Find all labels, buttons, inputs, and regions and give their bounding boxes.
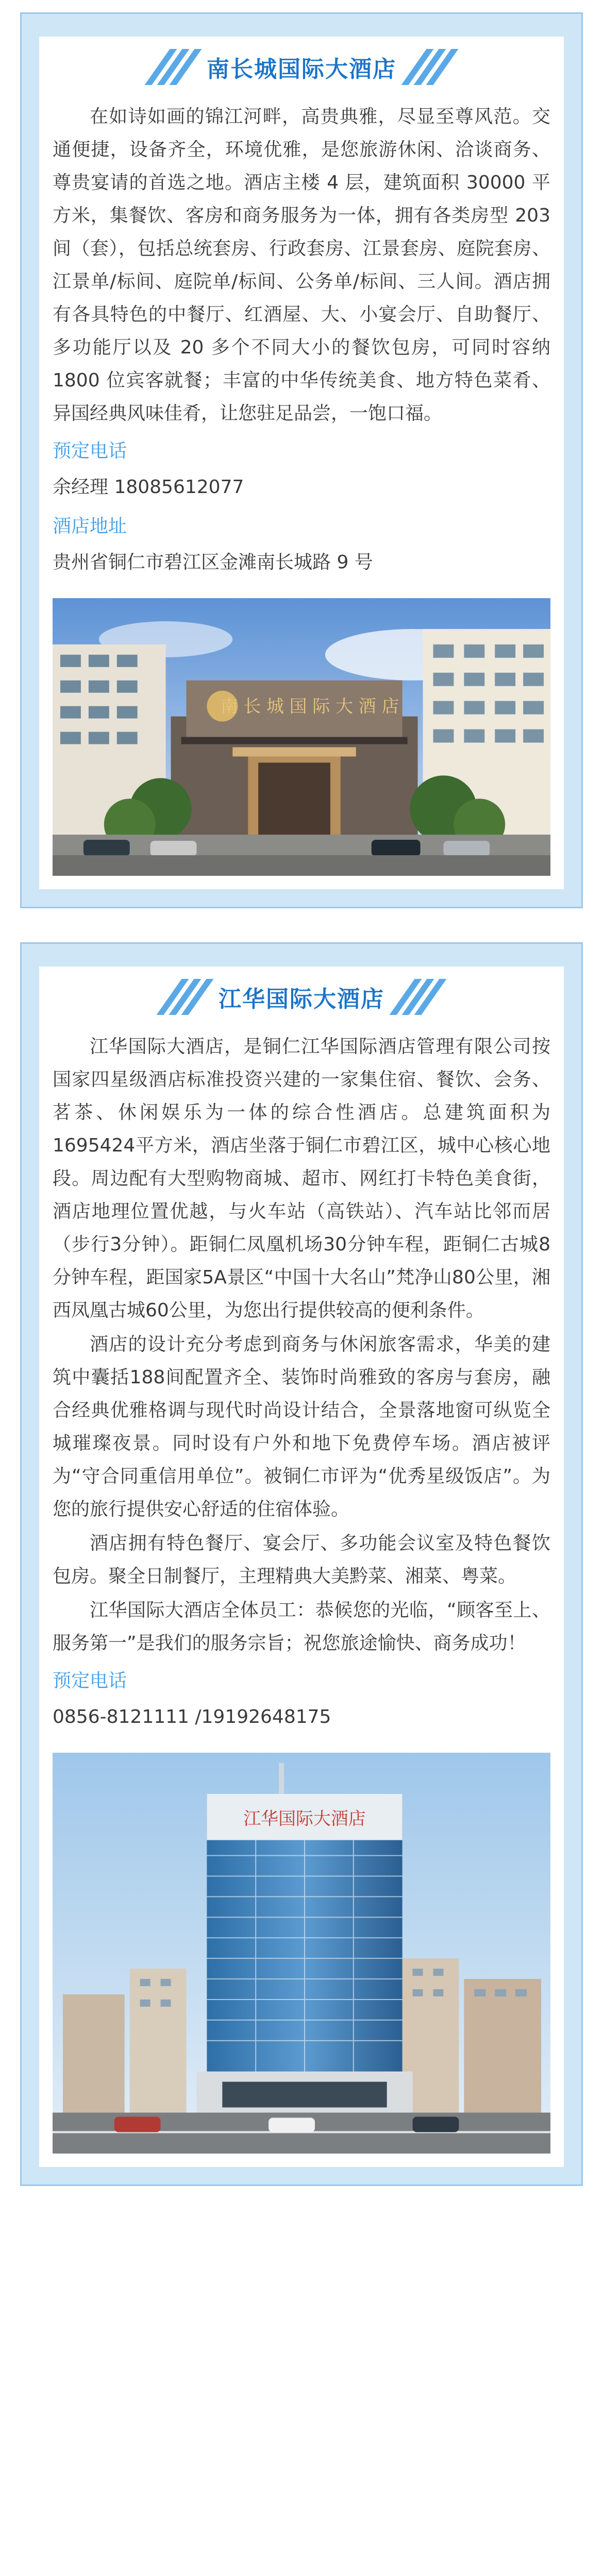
booking-label: 预定电话 [53,440,127,462]
hotel-photo [53,598,550,876]
hotel-photo [53,1753,550,2154]
booking-phone[interactable]: 0856-8121111 /19192648175 [53,1706,331,1727]
booking-phone[interactable]: 余经理 18085612077 [53,477,244,498]
hotel-photo-image [53,1753,550,2154]
hotel-card-jianghua [20,942,583,2186]
card-content [39,37,564,889]
hotel-address: 贵州省铜仁市碧江区金滩南长城路 9 号 [53,552,373,573]
address-label: 酒店地址 [53,516,127,537]
hotel-title: 江华国际大酒店 [219,986,384,1012]
card-header [39,969,564,1025]
booking-label: 预定电话 [53,1670,127,1691]
hotel-sign-text: 南 长 城 国 际 大 酒 店 [220,696,399,717]
tower-sign-text: 江华国际大酒店 [243,1808,366,1829]
hotel-welcome-paragraph: 江华国际大酒店全体员工：恭候您的光临，“顾客至上、服务第一”是我们的服务宗旨；祝您旅途愉快、商务成功！ [53,1599,550,1654]
stripe-decoration-left [169,979,201,1015]
stripe-decoration-right [402,979,434,1015]
hotel-design-paragraph: 酒店的设计充分考虑到商务与休闲旅客需求，华美的建筑中囊括188间配置齐全、装饰时尚雅致的客房与套房，融合经典优雅格调与现代时尚设计结合，全景落地窗可纵览全城璀璨夜景。同时设有户外和地下免费停车场。酒店被评为“守合同重信用单位”。被铜仁市评为“优秀星级饭店”。为您的旅行提供安心舒适的住宿体验。 [53,1333,550,1520]
hotel-card-nanchangcheng [20,12,583,908]
hotel-photo-image [53,598,550,876]
stripe-decoration-left [157,49,189,85]
hotel-intro-paragraph: 江华国际大酒店，是铜仁江华国际酒店管理有限公司按国家四星级酒店标准投资兴建的一家集住宿、餐饮、会务、茗茶、休闲娱乐为一体的综合性酒店。总建筑面积为1695424平方米，酒店坐落于铜仁市碧江区，城中心核心地段。周边配有大型购物商城、超市、网红打卡特色美食街，酒店地理位置优越，与火车站（高铁站）、汽车站比邻而居（步行3分钟）。距铜仁凤凰机场30分钟车程，距铜仁古城8分钟车程，距国家5A景区“中国十大名山”梵净山80公里，湘西凤凰古城60公里，为您出行提供较高的便利条件。 [53,1036,550,1321]
hotel-dining-paragraph: 酒店拥有特色餐厅、宴会厅、多功能会议室及特色餐饮包房。聚全日制餐厅，主理精典大美黔菜、湘菜、粤菜。 [53,1532,550,1587]
hotel-description: 在如诗如画的锦江河畔，高贵典雅，尽显至尊风范。交通便捷，设备齐全，环境优雅，是您旅游休闲、洽谈商务、尊贵宴请的首选之地。酒店主楼 4 层，建筑面积 30000 平方米，集餐饮、客房和商务服务为一体，拥有各类房型 203 间（套），包括总统套房、行政套房、江景套房、庭院套房、江景单/标间、庭院单/标间、公务单/标间、三人间。酒店拥有各具特色的中餐厅、红酒屋、大、小宴会厅、自助餐厅、多功能厅以及 20 多个不同大小的餐饮包房，可同时容纳 1800 位宾客就餐；丰富的中华传统美食、地方特色菜肴、异国经典风味佳肴，让您驻足品尝，一饱口福。 [53,106,550,424]
card-content [39,967,564,2167]
hotel-title: 南长城国际大酒店 [207,56,396,82]
card-header [39,39,564,95]
stripe-decoration-right [414,49,446,85]
